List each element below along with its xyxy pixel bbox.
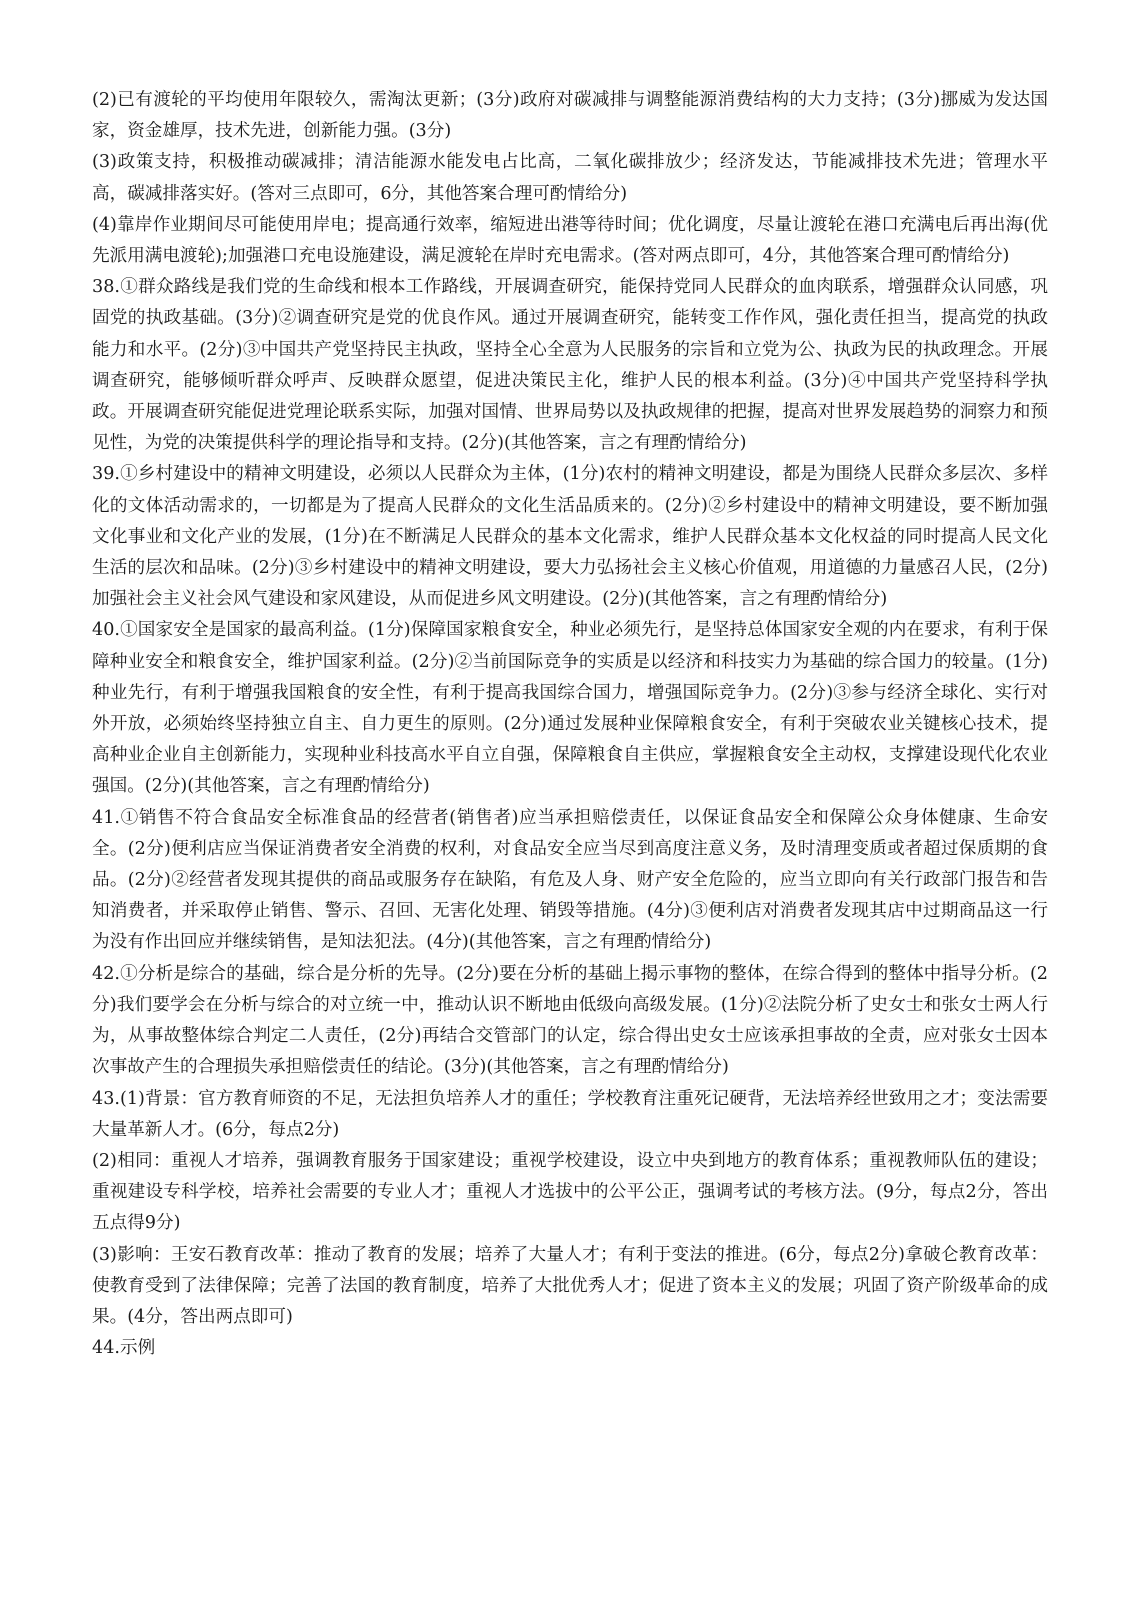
answer-paragraph: 41.①销售不符合食品安全标准食品的经营者(销售者)应当承担赔偿责任，以保证食品安全和保障公众身体健康、生命安全。(2分)便利店应当保证消费者安全消费的权利，对食品安全应当尽到高度注意义务，及时清理变质或者超过保质期的食品。(2分)②经营者发现其提供的商品或服务存在缺陷，有危及人身、财产安全危险的，应当立即向有关行政部门报告和告知消费者，并采取停止销售、警示、召回、无害化处理、销毁等措施。(4分)③便利店对消费者发现其店中过期商品这一行为没有作出回应并继续销售，是知法犯法。(4分)(其他答案，言之有理酌情给分): [92, 807, 1048, 953]
answer-paragraph: 38.①群众路线是我们党的生命线和根本工作路线，开展调查研究，能保持党同人民群众的血肉联系，增强群众认同感，巩固党的执政基础。(3分)②调查研究是党的优良作风。通过开展调查研究，能转变工作作风，强化责任担当，提高党的执政能力和水平。(2分)③中国共产党坚持民主执政，坚持全心全意为人民服务的宗旨和立党为公、执政为民的执政理念。开展调查研究，能够倾听群众呼声、反映群众愿望，促进决策民主化，维护人民的根本利益。(3分)④中国共产党坚持科学执政。开展调查研究能促进党理论联系实际，加强对国情、世界局势以及执政规律的把握，提高对世界发展趋势的洞察力和预见性，为党的决策提供科学的理论指导和支持。(2分)(其他答案，言之有理酌情给分): [92, 277, 1048, 454]
answer-paragraph: (4)靠岸作业期间尽可能使用岸电；提高通行效率，缩短进出港等待时间；优化调度，尽量让渡轮在港口充满电后再出海(优先派用满电渡轮);加强港口充电设施建设，满足渡轮在岸时充电需求。(答对两点即可，4分，其他答案合理可酌情给分): [92, 214, 1048, 267]
answer-paragraph: (2)已有渡轮的平均使用年限较久，需淘汰更新；(3分)政府对碳减排与调整能源消费结构的大力支持；(3分)挪威为发达国家，资金雄厚，技术先进，创新能力强。(3分): [92, 90, 1048, 142]
answer-paragraph: (2)相同：重视人才培养，强调教育服务于国家建设；重视学校建设，设立中央到地方的教育体系；重视教师队伍的建设；重视建设专科学校，培养社会需要的专业人才；重视人才选拔中的公平公正，强调考试的考核方法。(9分，每点2分，答出五点得9分): [92, 1150, 1048, 1234]
answer-key-page: [92, 85, 1048, 1364]
answer-paragraph: 42.①分析是综合的基础，综合是分析的先导。(2分)要在分析的基础上揭示事物的整体，在综合得到的整体中指导分析。(2分)我们要学会在分析与综合的对立统一中，推动认识不断地由低级向高级发展。(1分)②法院分析了史女士和张女士两人行为，从事故整体综合判定二人责任，(2分)再结合交管部门的认定，综合得出史女士应该承担事故的全责，应对张女士因本次事故产生的合理损失承担赔偿责任的结论。(3分)(其他答案，言之有理酌情给分): [92, 963, 1048, 1078]
answer-paragraph: 39.①乡村建设中的精神文明建设，必须以人民群众为主体，(1分)农村的精神文明建设，都是为围绕人民群众多层次、多样化的文体活动需求的，一切都是为了提高人民群众的文化生活品质来的。(2分)②乡村建设中的精神文明建设，要不断加强文化事业和文化产业的发展，(1分)在不断满足人民群众的基本文化需求，维护人民群众基本文化权益的同时提高人民文化生活的层次和品味。(2分)③乡村建设中的精神文明建设，要大力弘扬社会主义核心价值观，用道德的力量感召人民，(2分)加强社会主义社会风气建设和家风建设，从而促进乡风文明建设。(2分)(其他答案，言之有理酌情给分): [92, 464, 1048, 610]
answer-paragraph: 40.①国家安全是国家的最高利益。(1分)保障国家粮食安全，种业必须先行，是坚持总体国家安全观的内在要求，有利于保障种业安全和粮食安全，维护国家利益。(2分)②当前国际竞争的实质是以经济和科技实力为基础的综合国力的较量。(1分)种业先行，有利于增强我国粮食的安全性，有利于提高我国综合国力，增强国际竞争力。(2分)③参与经济全球化、实行对外开放，必须始终坚持独立自主、自力更生的原则。(2分)通过发展种业保障粮食安全，有利于突破农业关键核心技术，提高种业企业自主创新能力，实现种业科技高水平自立自强，保障粮食自主供应，掌握粮食安全主动权，支撑建设现代化农业强国。(2分)(其他答案，言之有理酌情给分): [92, 620, 1048, 797]
answer-paragraph: (3)影响：王安石教育改革：推动了教育的发展；培养了大量人才；有利于变法的推进。(6分，每点2分)拿破仑教育改革：使教育受到了法律保障；完善了法国的教育制度，培养了大批优秀人才；促进了资本主义的发展；巩固了资产阶级革命的成果。(4分，答出两点即可): [92, 1244, 1048, 1327]
answer-paragraph: 44.示例: [92, 1338, 156, 1359]
answer-paragraph: 43.(1)背景：官方教育师资的不足，无法担负培养人才的重任；学校教育注重死记硬背，无法培养经世致用之才；变法需要大量革新人才。(6分，每点2分): [92, 1088, 1048, 1140]
answer-paragraph: (3)政策支持，积极推动碳减排；清洁能源水能发电占比高，二氧化碳排放少；经济发达，节能减排技术先进；管理水平高，碳减排落实好。(答对三点即可，6分，其他答案合理可酌情给分): [92, 152, 1048, 204]
